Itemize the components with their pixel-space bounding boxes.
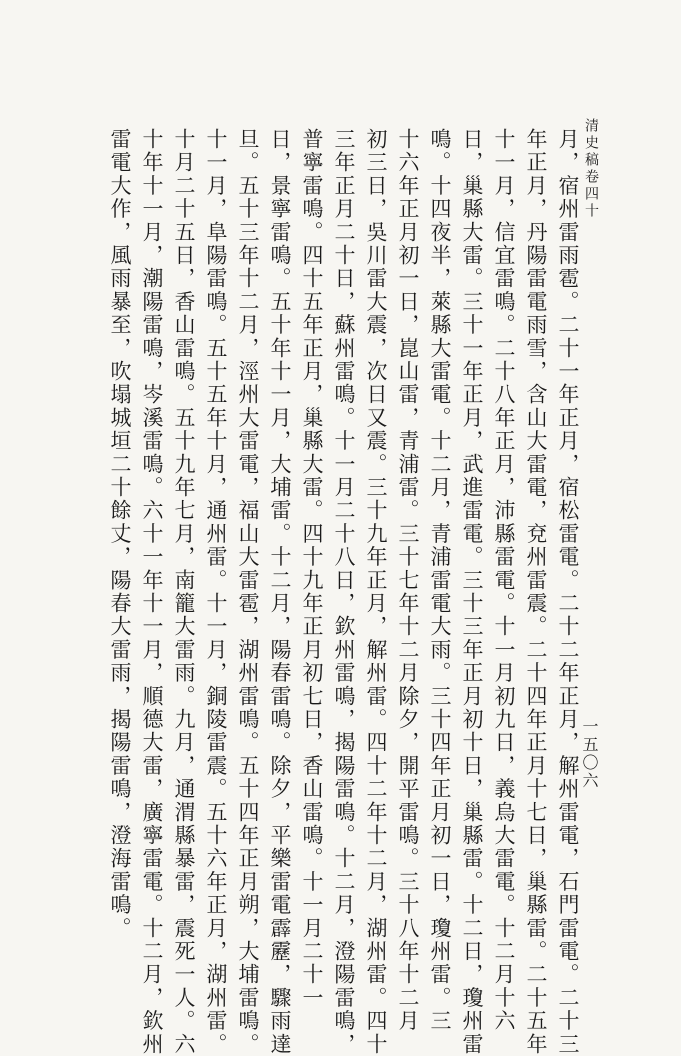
text-body	[107, 128, 581, 1056]
text-column: 旦。五十三年十二月，涇州大雷電，福山大雷雹，湖州雷鳴。五十四年正月朔，大埔雷鳴。	[236, 128, 260, 1056]
text-column: 年正月，丹陽雷電雨雪，含山大雷電，兗州雷震。二十四年正月十七日，巢縣雷。二十五年	[524, 128, 548, 1056]
text-column: 初三日，吳川雷大震，次日又震。三十九年正月，解州雷。四十二年十二月，湖州雷。四十	[364, 128, 388, 1056]
text-column: 十月二十五日，香山雷鳴。五十九年七月，南籠大雷雨。九月，通渭縣暴雷，震死一人。六	[172, 128, 196, 1056]
text-column: 雷電大作，風雨暴至，吹塌城垣二十餘丈，陽春大雷雨，揭陽雷鳴，澄海雷鳴。	[108, 128, 132, 940]
text-column: 日，巢縣大雷。三十一年正月，武進雷電。三十三年正月初十日，巢縣雷。十二日，瓊州雷	[460, 128, 484, 1056]
text-column: 三年正月二十日，蘇州雷鳴。十一月二十八日，欽州雷鳴，揭陽雷鳴。十二月，澄陽雷鳴，	[332, 128, 356, 1056]
text-column: 日，景寧雷鳴。五十年十一月，大埔雷。十二月，陽春雷鳴。除夕，平樂雷電霹靂，驟雨達	[268, 128, 292, 1056]
text-column: 十六年正月初一日，崑山雷，青浦雷。三十七年十二月除夕，開平雷鳴。三十八年十二月	[396, 128, 420, 1033]
running-header: 清史稿卷四十	[583, 118, 599, 220]
text-column: 普寧雷鳴。四十五年正月，巢縣大雷。四十九年正月初七日，香山雷鳴。十一月二十一	[300, 128, 324, 1010]
page-number: 一五〇六	[580, 718, 599, 790]
text-column: 十年十一月，潮陽雷鳴，岑溪雷鳴。六十一年十一月，順德大雷，廣寧雷電。十二月，欽州	[140, 128, 164, 1056]
text-column: 十一月，阜陽雷鳴。五十五年十月，通州雷。十一月，銅陵雷震。五十六年正月，湖州雷。	[204, 128, 228, 1056]
text-column: 鳴。十四夜半，萊縣大雷電。十二月，青浦雷電大雨。三十四年正月初一日，瓊州雷。三	[428, 128, 452, 1033]
text-column: 十一月，信宜雷鳴。二十八年正月，沛縣雷電。十一月初九日，義烏大雷電。十二月十六	[492, 128, 516, 1033]
text-column: 月，宿州雷雨雹。二十一年正月，宿松雷電。二十二年正月，解州雷電，石門雷電。二十三	[556, 128, 580, 1056]
